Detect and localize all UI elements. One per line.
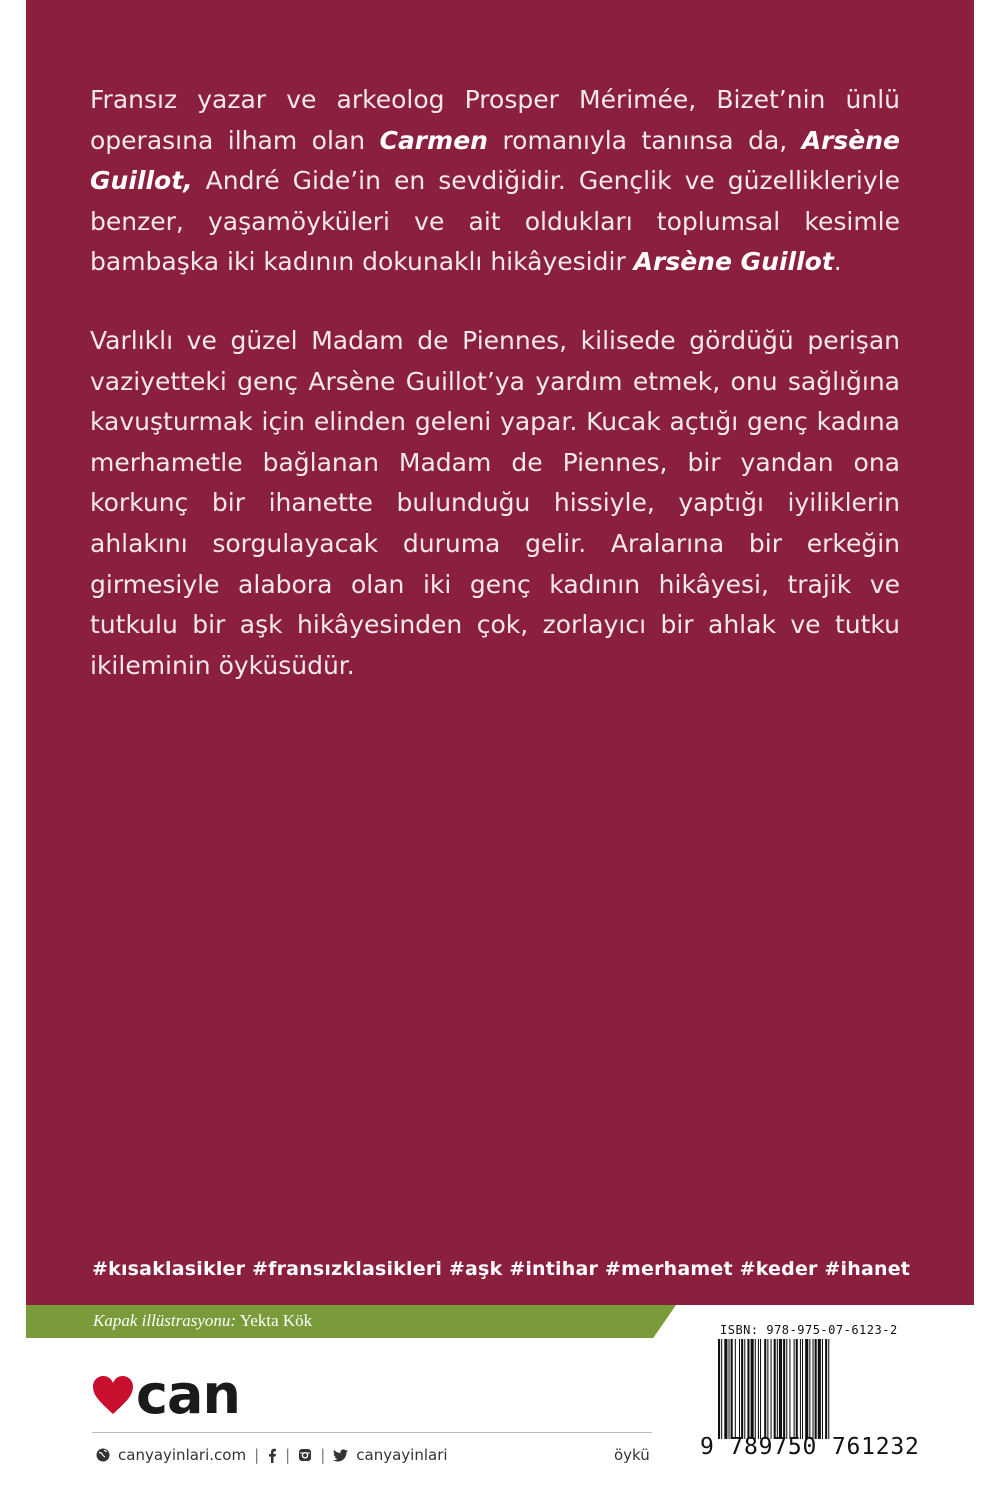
text-run: . bbox=[833, 247, 842, 277]
text-run: romanıyla tanınsa da, bbox=[487, 125, 802, 155]
isbn-label: ISBN: 978-975-07-6123-2 bbox=[720, 1323, 898, 1337]
publisher-logo bbox=[92, 1363, 240, 1426]
barcode-bar bbox=[822, 1339, 823, 1439]
barcode-bar bbox=[735, 1339, 736, 1439]
title-emphasis: Arsène Guillot bbox=[633, 247, 834, 277]
credit-name: Yekta Kök bbox=[239, 1311, 313, 1330]
ean-number: 9 789750 761232 bbox=[700, 1434, 920, 1460]
facebook-icon[interactable] bbox=[267, 1448, 277, 1463]
barcode-bar bbox=[828, 1339, 829, 1439]
barcode-bar bbox=[783, 1339, 785, 1439]
barcode-bar bbox=[755, 1339, 756, 1439]
barcode-bar bbox=[825, 1339, 827, 1439]
barcode-bar bbox=[813, 1339, 814, 1439]
barcode bbox=[718, 1339, 914, 1439]
barcode-bar bbox=[809, 1339, 810, 1439]
barcode-bar bbox=[764, 1339, 766, 1439]
barcode-bar bbox=[729, 1339, 730, 1439]
website-link[interactable]: canyayinlari.com bbox=[118, 1446, 247, 1464]
contact-footer bbox=[96, 1446, 448, 1464]
barcode-bar bbox=[771, 1339, 772, 1439]
barcode-bar bbox=[794, 1339, 795, 1439]
barcode-bar bbox=[774, 1339, 776, 1439]
barcode-bar bbox=[731, 1339, 733, 1439]
blurb-paragraph-2: Varlıklı ve güzel Madam de Piennes, kilisede gördüğü perişan vaziyetteki genç Arsène Guillot’ya yardım etmek, onu sağlığına kavuşturmak için elinden geleni yapar. Kucak açtığı genç kadına merhametle bağlanan Madam de Piennes, bir yandan ona korkunç bir ihanette bulunduğu hissiyle, yaptığı iyiliklerin ahlakını sorgulayacak duruma gelir. Aralarına bir erkeğin girmesiyle alabora olan iki genç kadının hikâyesi, trajik ve tutkulu bir aşk hikâyesinden çok, zorlayıcı bir ahlak ve tutku ikileminin öyküsüdür. bbox=[90, 325, 900, 680]
genre-label: öykü bbox=[614, 1446, 650, 1464]
barcode-bar bbox=[815, 1339, 817, 1439]
barcode-bar bbox=[721, 1339, 722, 1439]
barcode-bar bbox=[802, 1339, 803, 1439]
barcode-bar bbox=[760, 1339, 761, 1439]
barcode-bar bbox=[744, 1339, 745, 1439]
barcode-bar bbox=[718, 1339, 720, 1439]
title-emphasis: Carmen bbox=[379, 125, 488, 155]
separator: | bbox=[320, 1446, 326, 1464]
globe-icon bbox=[96, 1448, 110, 1462]
separator: | bbox=[285, 1446, 291, 1464]
text-run: André Gide’in en sevdiğidir. Gençlik ve güzellikleriyle benzer, yaşamöyküleri ve ait oldukları toplumsal kesimle bambaşka iki kadının dokunaklı hikâyesidir bbox=[90, 166, 900, 277]
barcode-bar bbox=[789, 1339, 790, 1439]
hashtags: #kısaklasikler #fransızklasikleri #aşk #intihar #merhamet #keder #ihanet bbox=[92, 1258, 911, 1280]
blurb-text bbox=[90, 80, 900, 686]
barcode-bar bbox=[747, 1339, 749, 1439]
footer-divider bbox=[92, 1432, 652, 1433]
barcode-bar bbox=[751, 1339, 754, 1439]
illustration-credit bbox=[93, 1311, 312, 1331]
barcode-bar bbox=[739, 1339, 740, 1439]
barcode-bar bbox=[767, 1339, 768, 1439]
barcode-bar bbox=[805, 1339, 808, 1439]
logo-wordmark: can bbox=[136, 1363, 240, 1426]
barcode-bar bbox=[786, 1339, 787, 1439]
barcode-bar bbox=[796, 1339, 798, 1439]
heart-icon bbox=[92, 1375, 134, 1415]
blurb-paragraph-1 bbox=[90, 80, 900, 283]
credit-label: Kapak illüstrasyonu: bbox=[93, 1311, 237, 1330]
instagram-icon[interactable] bbox=[298, 1448, 312, 1462]
title-emphasis: Arsène Guillot, bbox=[90, 125, 901, 196]
text-run: Fransız yazar ve arkeolog Prosper Mérimée, Bizet’nin ünlü operasına ilham olan bbox=[90, 85, 900, 155]
separator: | bbox=[254, 1446, 260, 1464]
barcode-bar bbox=[741, 1339, 743, 1439]
barcode-bar bbox=[777, 1339, 778, 1439]
barcode-bar bbox=[724, 1339, 727, 1439]
barcode-bar bbox=[779, 1339, 782, 1439]
barcode-bar bbox=[758, 1339, 759, 1439]
social-handle[interactable]: canyayinlari bbox=[356, 1446, 448, 1464]
barcode-bar bbox=[800, 1339, 801, 1439]
barcode-bar bbox=[818, 1339, 821, 1439]
twitter-icon[interactable] bbox=[333, 1449, 348, 1462]
